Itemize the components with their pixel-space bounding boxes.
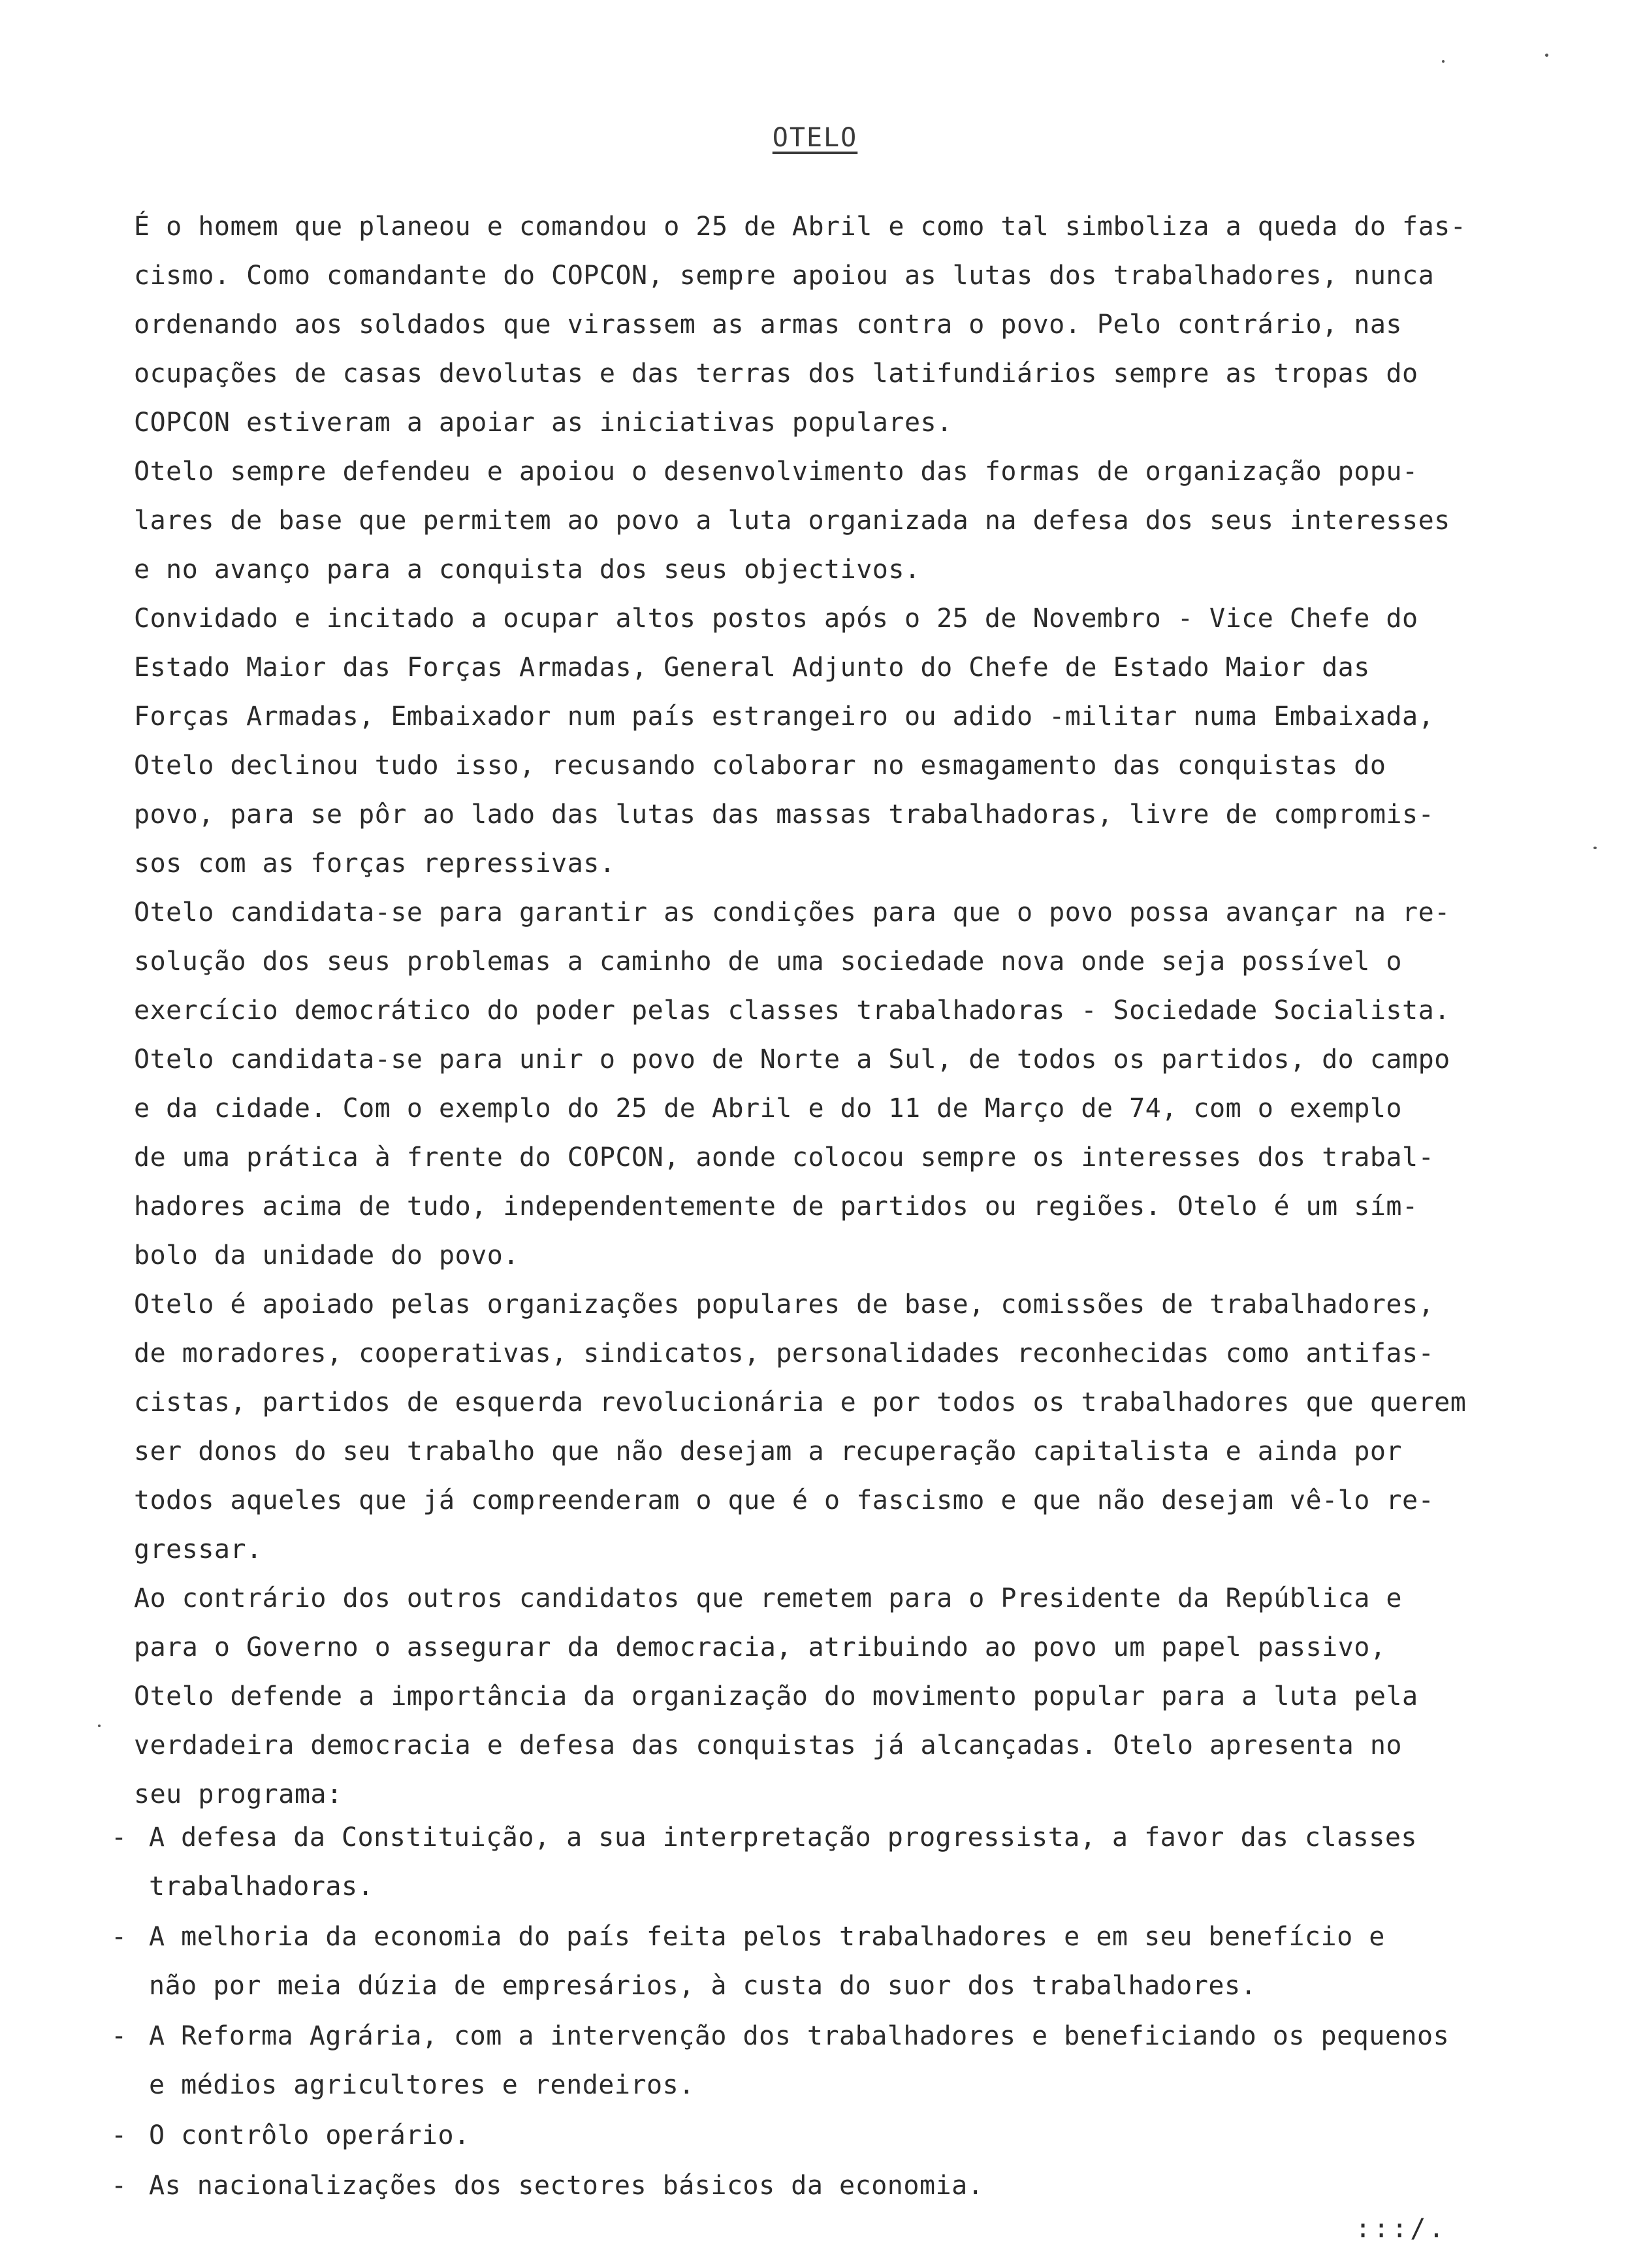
text-line: Ao contrário dos outros candidatos que remetem para o Presidente da República e [134,1583,1402,1613]
text-line: A defesa da Constituição, a sua interpretação progressista, a favor das classes [149,1822,1417,1853]
scan-speck [1545,54,1548,57]
text-line: cistas, partidos de esquerda revolucionária e por todos os trabalhadores que querem [134,1387,1467,1418]
text-line: COPCON estiveram a apoiar as iniciativas populares. [134,408,953,438]
text-line: É o homem que planeou e comandou o 25 de Abril e como tal simboliza a queda do fas- [134,212,1467,242]
paragraph [134,594,1499,888]
text-line: Otelo defende a importância da organização do movimento popular para a luta pela [134,1681,1418,1711]
paragraph [134,202,1499,447]
text-line: gressar. [134,1534,263,1564]
scan-speck [98,1725,101,1727]
text-line: lares de base que permitem ao povo a luta organizada na defesa dos seus interesses [134,506,1450,536]
text-line: de uma prática à frente do COPCON, aonde colocou sempre os interesses dos trabal- [134,1142,1435,1173]
text-line: ser donos do seu trabalho que não desejam a recuperação capitalista e ainda por [134,1436,1402,1466]
text-line: e no avanço para a conquista dos seus objectivos. [134,555,921,585]
text-line: cismo. Como comandante do COPCON, sempre apoiou as lutas dos trabalhadores, nunca [134,261,1435,291]
text-line: bolo da unidade do povo. [134,1240,519,1271]
bullet-marker: - [111,2171,127,2201]
text-line: O contrôlo operário. [149,2120,470,2150]
list-item [111,1913,1502,2011]
scan-speck [1593,847,1597,849]
text-line: Otelo candidata-se para garantir as condições para que o povo possa avançar na re- [134,898,1450,928]
text-line: ocupações de casas devolutas e das terras dos latifundiários sempre as tropas do [134,359,1418,389]
text-line: seu programa: [134,1779,343,1809]
list-item-text [149,2111,1502,2160]
text-line: todos aqueles que já compreenderam o que é o fascismo e que não desejam vê-lo re- [134,1485,1435,1515]
text-line: A melhoria da economia do país feita pelos trabalhadores e em seu benefício e [149,1922,1385,1952]
paragraph [134,1574,1499,1819]
text-line: e médios agricultores e rendeiros. [149,2070,695,2100]
text-line: para o Governo o assegurar da democracia, atribuindo ao povo um papel passivo, [134,1632,1386,1662]
bullet-marker: - [111,1922,127,1952]
text-line: exercício democrático do poder pelas classes trabalhadoras - Sociedade Socialista. [134,996,1450,1026]
program-list [111,1813,1502,2212]
text-line: Convidado e incitado a ocupar altos postos após o 25 de Novembro - Vice Chefe do [134,604,1418,634]
list-item [111,2012,1502,2110]
text-line: não por meia dúzia de empresários, à custa do suor dos trabalhadores. [149,1971,1257,2001]
continuation-mark: :::/. [1355,2214,1447,2244]
list-item-text [149,2012,1502,2110]
list-item-text [149,2162,1502,2211]
paragraph [134,447,1499,594]
text-line: Otelo declinou tudo isso, recusando colaborar no esmagamento das conquistas do [134,751,1386,781]
list-item-text [149,1913,1502,2011]
text-line: trabalhadoras. [149,1871,374,1902]
text-line: As nacionalizações dos sectores básicos da economia. [149,2171,984,2201]
bullet-marker: - [111,1822,127,1853]
text-line: Estado Maior das Forças Armadas, General Adjunto do Chefe de Estado Maior das [134,653,1370,683]
text-line: ordenando aos soldados que virassem as armas contra o povo. Pelo contrário, nas [134,310,1402,340]
list-item-text [149,1813,1502,1911]
text-line: Forças Armadas, Embaixador num país estrangeiro ou adido -militar numa Embaixada, [134,702,1435,732]
text-line: de moradores, cooperativas, sindicatos, personalidades reconhecidas como antifas- [134,1338,1435,1369]
bullet-marker: - [111,2021,127,2051]
scan-speck [1442,60,1445,63]
document-body [134,202,1499,1819]
bullet-marker: - [111,2120,127,2150]
text-line: A Reforma Agrária, com a intervenção dos trabalhadores e beneficiando os pequenos [149,2021,1450,2051]
text-line: Otelo é apoiado pelas organizações populares de base, comissões de trabalhadores, [134,1289,1435,1320]
text-line: hadores acima de tudo, independentemente de partidos ou regiões. Otelo é um sím- [134,1191,1418,1222]
text-line: Otelo candidata-se para unir o povo de Norte a Sul, de todos os partidos, do campo [134,1045,1450,1075]
text-line: verdadeira democracia e defesa das conquistas já alcançadas. Otelo apresenta no [134,1730,1402,1760]
document-title: OTELO [772,123,858,153]
text-line: Otelo sempre defendeu e apoiou o desenvolvimento das formas de organização popu- [134,457,1418,487]
text-line: e da cidade. Com o exemplo do 25 de Abril e do 11 de Março de 74, com o exemplo [134,1094,1402,1124]
text-line: sos com as forças repressivas. [134,849,616,879]
text-line: povo, para se pôr ao lado das lutas das massas trabalhadoras, livre de compromis- [134,800,1435,830]
list-item [111,2162,1502,2211]
list-item [111,2111,1502,2160]
list-item [111,1813,1502,1911]
paragraph [134,1280,1499,1574]
text-line: solução dos seus problemas a caminho de uma sociedade nova onde seja possível o [134,947,1402,977]
paragraph [134,888,1499,1280]
